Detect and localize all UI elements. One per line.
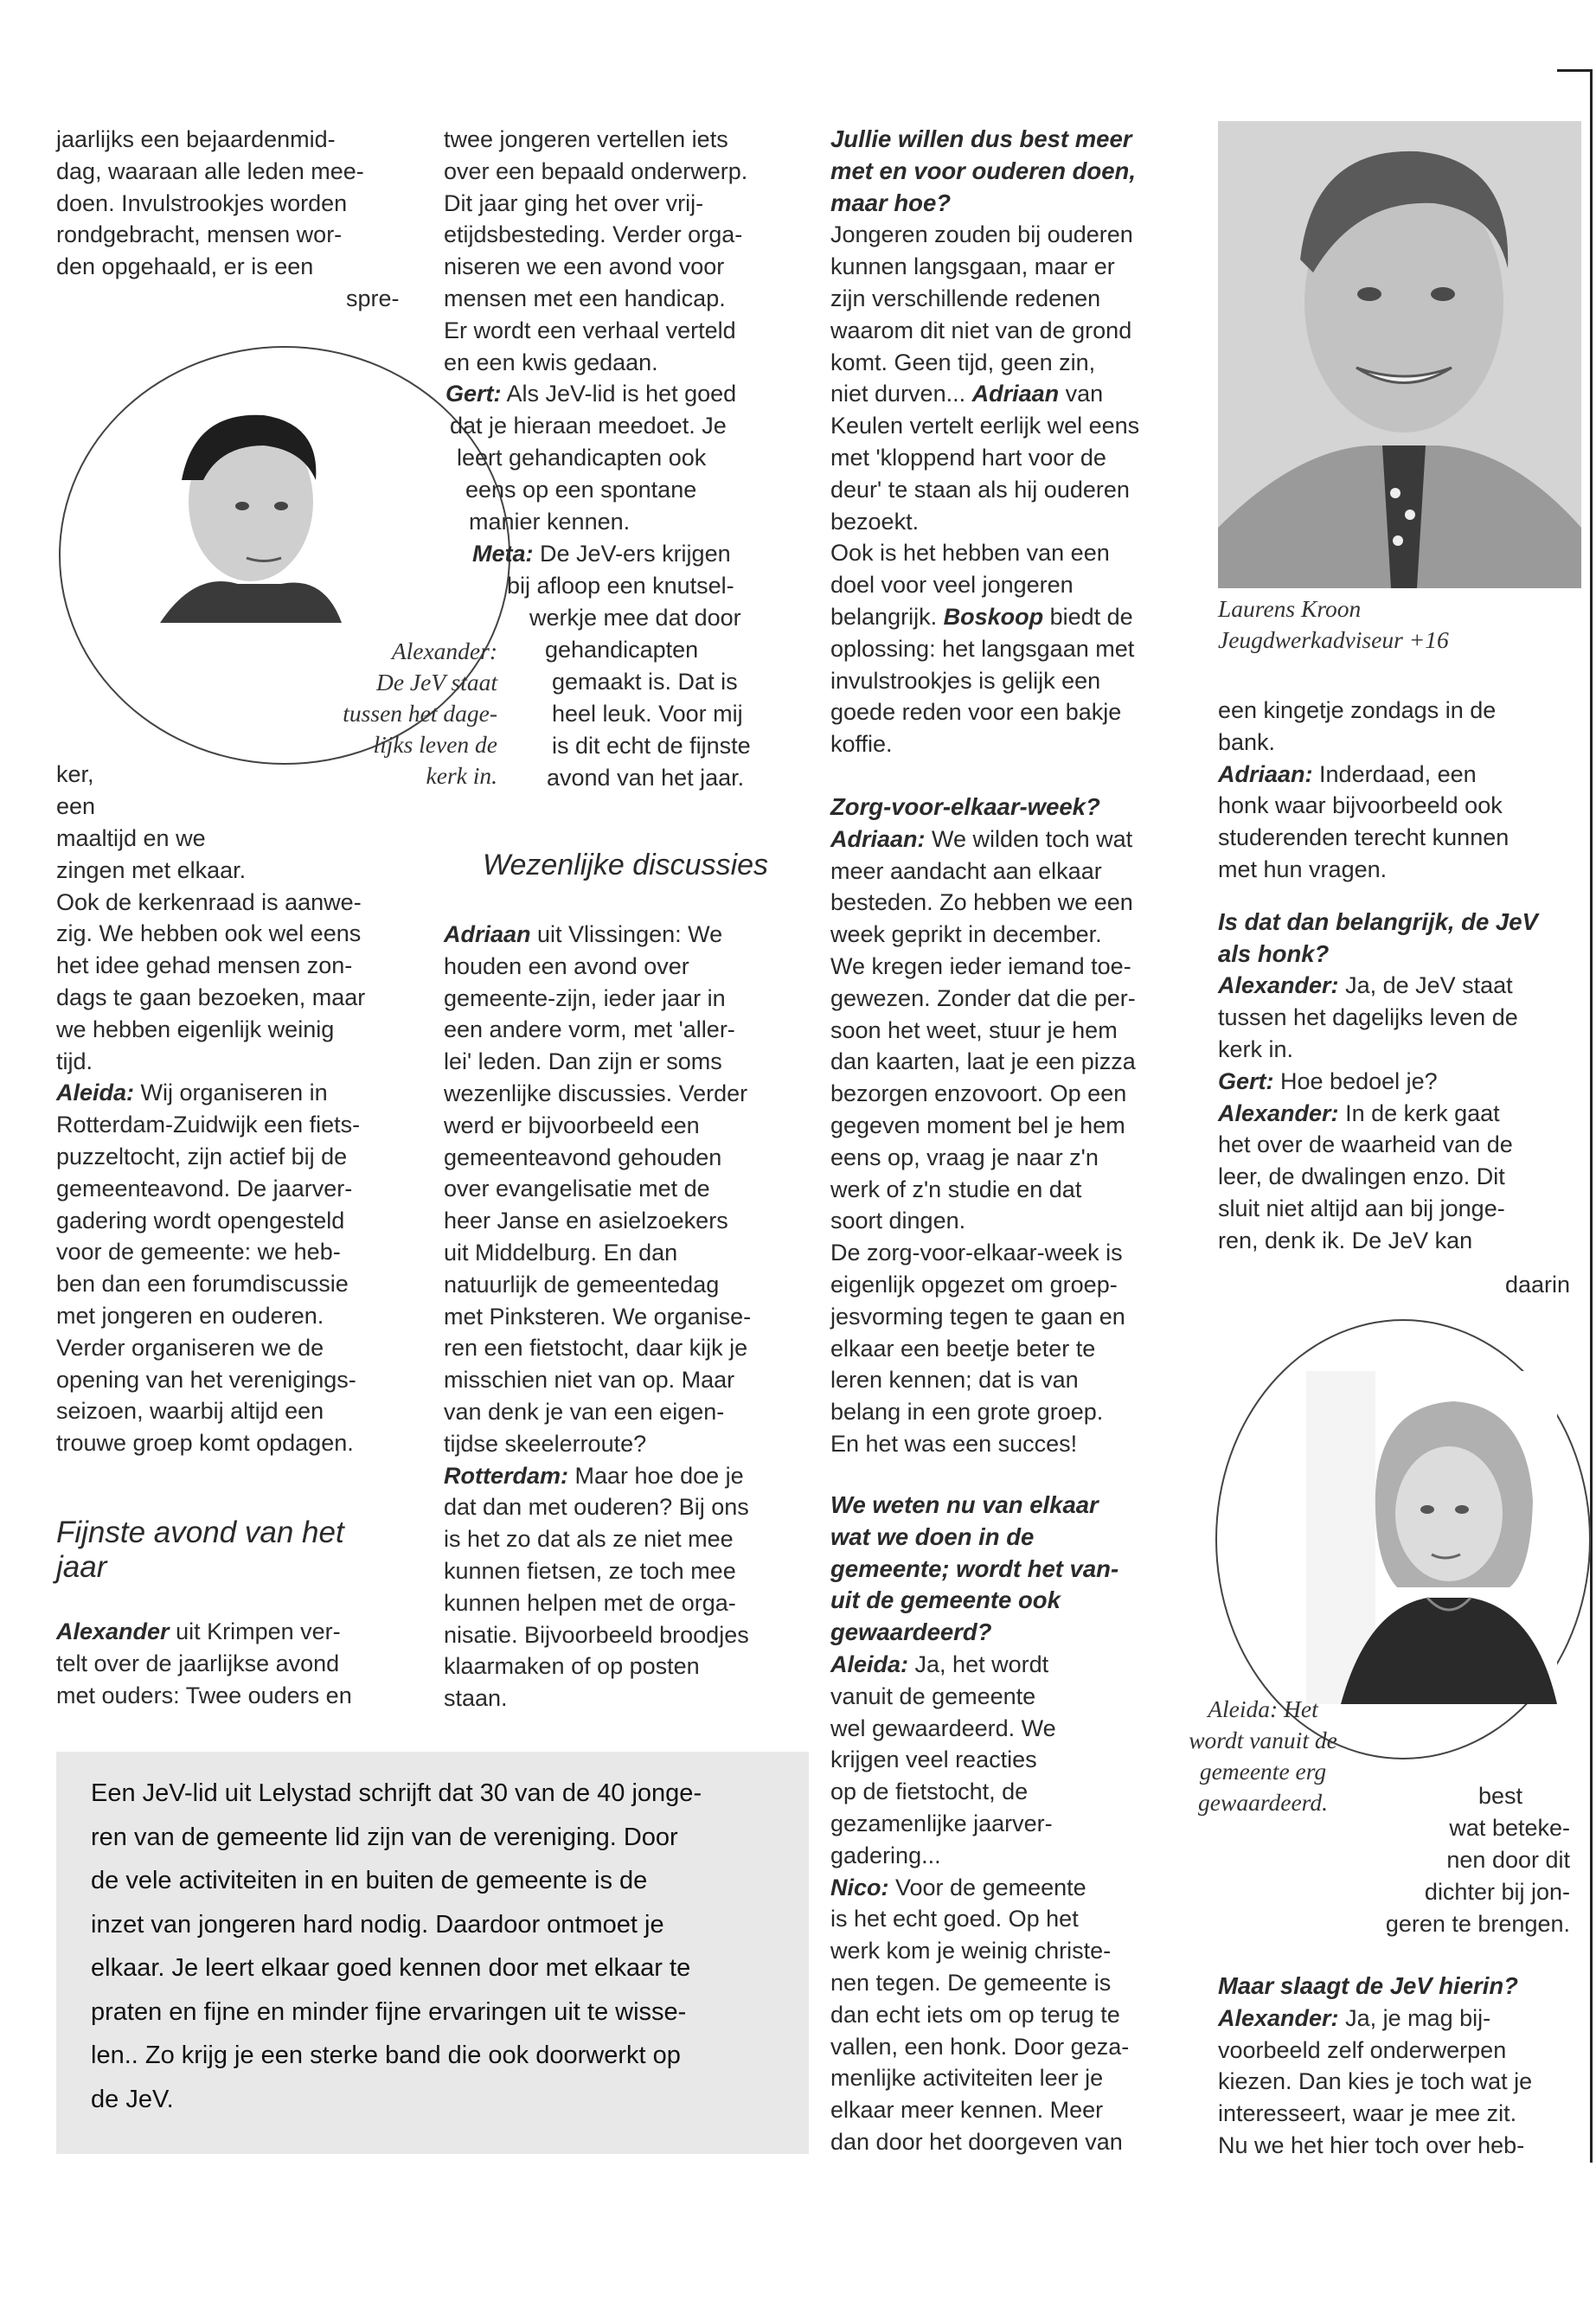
text-span: uit Vlissingen: We — [530, 921, 723, 947]
column-2-body — [444, 919, 816, 1715]
text-line: het over de waarheid van de — [1218, 1131, 1513, 1158]
text-line: eens op een spontane — [465, 477, 697, 503]
text-line: elkaar meer kennen. Meer — [830, 2097, 1104, 2124]
text-span: van — [1059, 381, 1104, 407]
question-line: als honk? — [1218, 939, 1330, 967]
text-line: voor de gemeente: we heb- — [56, 1239, 341, 1266]
text-line: trouwe groep komt opdagen. — [56, 1430, 354, 1457]
text-line: houden een avond over — [444, 952, 689, 979]
text-line: niseren we een avond voor — [444, 253, 725, 280]
text-line: eens op, vraag je naar z'n — [830, 1144, 1099, 1170]
text-line: ren, denk ik. De JeV kan — [1218, 1227, 1473, 1253]
text-line: tijdse skeelerroute? — [444, 1430, 647, 1457]
text-line: een — [56, 793, 96, 819]
question-line: We weten nu van elkaar — [830, 1491, 1099, 1518]
text-line: menlijke activiteiten leer je — [830, 2065, 1104, 2092]
text-line: heer Janse en asielzoekers — [444, 1208, 728, 1234]
text-line: bezorgen enzovoort. Op een — [830, 1080, 1127, 1107]
photo-aleida — [1306, 1371, 1557, 1704]
text-line: interesseert, waar je mee zit. — [1218, 2100, 1517, 2127]
column-4-top — [1218, 695, 1581, 1257]
text-line: sluit niet altijd aan bij jonge- — [1218, 1195, 1505, 1221]
text-line: meer aandacht aan elkaar — [830, 857, 1102, 884]
text-line: twee jongeren vertellen iets — [444, 126, 728, 152]
text-line: Nu we het hier toch over heb- — [1218, 2131, 1525, 2158]
heading-line: jaar — [56, 1550, 107, 1584]
text-line: voorbeeld zelf onderwerpen — [1218, 2036, 1507, 2063]
text-line: gewezen. Zonder dat die per- — [830, 984, 1136, 1011]
text-line: Keulen vertelt eerlijk wel eens — [830, 413, 1140, 439]
caption-line: gemeente erg — [1199, 1758, 1327, 1785]
text-line: over een bepaald onderwerp. — [444, 157, 748, 184]
caption-line: tussen het dage- — [343, 700, 497, 727]
text-line: uit Middelburg. En dan — [444, 1239, 678, 1266]
caption-aleida — [1159, 1694, 1367, 1818]
text-line: daarin — [1505, 1272, 1571, 1298]
page-edge-line — [1590, 69, 1593, 2163]
question-line: Is dat dan belangrijk, de JeV — [1218, 907, 1538, 935]
text-line — [1218, 2003, 1581, 2035]
text-line: met ouders: Twee ouders en — [56, 1682, 352, 1708]
page-edge-corner — [1557, 69, 1592, 72]
text-line: dag, waaraan alle leden mee- — [56, 157, 364, 184]
sidebar-box-text — [91, 1772, 783, 2121]
text-line: eigenlijk opgezet om groep- — [830, 1271, 1118, 1298]
portrait-aleida — [1306, 1371, 1557, 1704]
speaker-name: Adriaan — [444, 921, 531, 947]
text-line: gemeente-zijn, ieder jaar in — [444, 984, 726, 1011]
spacer — [1218, 886, 1581, 907]
question-line: gewaardeerd? — [830, 1618, 992, 1646]
text-line: gemeenteavond gehouden — [444, 1144, 722, 1170]
text-line: bij afloop een knutsel- — [507, 573, 734, 599]
text-line: waarom dit niet van de grond — [830, 317, 1132, 343]
text-line: zingen met elkaar. — [56, 856, 247, 883]
text-line: maaltijd en we — [56, 825, 206, 851]
speaker-name: Adriaan — [971, 381, 1060, 407]
text-line: week geprikt in december. — [830, 921, 1102, 948]
text-line: Er wordt een verhaal verteld — [444, 317, 736, 343]
text-line: klaarmaken of op posten — [444, 1653, 700, 1680]
heading-line: Fijnste avond van het — [56, 1516, 344, 1549]
text-line: dat je hieraan meedoet. Je — [450, 413, 727, 439]
text-line: We kregen ieder iemand toe- — [830, 952, 1131, 979]
text-line: over evangelisatie met de — [444, 1176, 710, 1202]
text-line — [1218, 759, 1581, 791]
text-line: seizoen, waarbij altijd een — [56, 1398, 324, 1425]
text-line: kiezen. Dan kies je toch wat je — [1218, 2068, 1533, 2095]
text-line: best — [1477, 1783, 1522, 1809]
question-line: met en voor ouderen doen, — [830, 157, 1136, 184]
heading-wezenlijke-discussies: Wezenlijke discussies — [483, 849, 769, 881]
speaker-name: Gert: — [445, 381, 502, 407]
speaker-name: Adriaan: — [1218, 760, 1313, 787]
text-line: gemaakt is. Dat is — [552, 669, 738, 695]
photo-alexander — [143, 398, 342, 623]
text-line: wel gewaardeerd. We — [830, 1715, 1056, 1741]
text-line: wat beteke- — [1449, 1815, 1570, 1841]
box-line: elkaar. Je leert elkaar goed kennen door met elkaar te — [91, 1954, 691, 1982]
box-line: praten en fijne en minder fijne ervaringen uit te wisse- — [91, 1997, 687, 2026]
column-3-bottom — [830, 1490, 1202, 2158]
text-line: natuurlijk de gemeentedag — [444, 1271, 720, 1298]
speaker-name: Meta: — [472, 541, 534, 567]
text-span: uit Krimpen ver- — [169, 1618, 341, 1644]
text-line: gezamenlijke jaarver- — [830, 1810, 1053, 1836]
text-line: koffie. — [830, 731, 893, 758]
text-span: In de kerk gaat — [1338, 1099, 1500, 1126]
text-line: goede reden voor een bakje — [830, 699, 1122, 726]
column-4-wrap — [1349, 1780, 1570, 1940]
text-line: vallen, een honk. Door geza- — [830, 2033, 1130, 2060]
speaker-name: Rotterdam: — [444, 1462, 569, 1489]
text-line: krijgen veel reacties — [830, 1747, 1037, 1773]
speaker-name: Boskoop — [943, 603, 1044, 630]
caption-line: Jeugdwerkadviseur +16 — [1218, 626, 1449, 653]
text-line — [830, 378, 1202, 410]
text-line: ren een fietstocht, daar kijk je — [444, 1335, 748, 1362]
text-line: manier kennen. — [469, 509, 631, 535]
portrait-laurens — [1218, 121, 1581, 588]
text-line: Dit jaar ging het over vrij- — [444, 189, 704, 216]
text-line: met 'kloppend hart voor de — [830, 444, 1106, 471]
speaker-name: Adriaan: — [830, 825, 926, 852]
text-line: bezoekt. — [830, 508, 920, 535]
text-span: Maar hoe doe je — [568, 1462, 744, 1489]
text-line: bank. — [1218, 728, 1276, 755]
text-line: opening van het verenigings- — [56, 1366, 356, 1393]
text-line: werk of z'n studie en dat — [830, 1176, 1082, 1202]
text-line: leer, de dwalingen enzo. Dit — [1218, 1163, 1505, 1190]
text-line: dat dan met ouderen? Bij ons — [444, 1494, 749, 1521]
text-line: en een kwis gedaan. — [444, 349, 658, 375]
text-line: dan door het doorgeven van — [830, 2128, 1123, 2155]
text-line: jesvorming tegen te gaan en — [830, 1303, 1125, 1330]
speaker-name: Gert: — [1218, 1067, 1274, 1094]
text-line: op de fietstocht, de — [830, 1779, 1029, 1805]
text-line: Verder organiseren we de — [56, 1334, 324, 1361]
text-line: soon het weet, stuur je hem — [830, 1016, 1118, 1043]
text-line: werk kom je weinig christe- — [830, 1938, 1112, 1965]
speaker-name: Alexander: — [1218, 1099, 1339, 1126]
speaker-name: Alexander — [56, 1618, 170, 1644]
speaker-name: Aleida: — [56, 1080, 135, 1106]
question-line: Jullie willen dus best meer — [830, 125, 1132, 152]
text-line — [1218, 1066, 1581, 1098]
text-line: dan echt iets om op terug te — [830, 2001, 1120, 2028]
text-line: avond van het jaar. — [547, 765, 745, 791]
column-2-top — [444, 124, 807, 378]
text-line: ben dan een forumdiscussie — [56, 1271, 349, 1298]
text-line: dichter bij jon- — [1424, 1879, 1570, 1905]
caption-line: gewaardeerd. — [1198, 1789, 1328, 1816]
text-line: zig. We hebben ook wel eens — [56, 920, 362, 947]
text-line: het idee gehad mensen zon- — [56, 952, 353, 979]
speaker-name: Aleida: — [830, 1650, 909, 1677]
text-span: belangrijk. — [830, 603, 944, 630]
box-line: inzet van jongeren hard nodig. Daardoor ontmoet je — [91, 1910, 664, 1939]
text-line: werkje mee dat door — [529, 605, 741, 631]
text-line — [1218, 970, 1581, 1002]
text-line: dan kaarten, laat je een pizza — [830, 1048, 1136, 1075]
text-line: belang in een grote groep. — [830, 1399, 1104, 1426]
text-line: wezenlijke discussies. Verder — [444, 1080, 748, 1106]
text-span: Ja, je mag bij- — [1338, 2004, 1491, 2031]
text-line — [56, 1077, 428, 1109]
text-line: kunnen fietsen, ze toch mee — [444, 1557, 736, 1584]
text-span: De JeV-ers krijgen — [533, 541, 731, 567]
text-line: invulstrookjes is gelijk een — [830, 667, 1101, 694]
text-line: puzzeltocht, zijn actief bij de — [56, 1143, 348, 1170]
column-3-top — [830, 124, 1202, 760]
photo-laurens — [1218, 121, 1581, 588]
text-line: een kingetje zondags in de — [1218, 697, 1497, 723]
text-span: We wilden toch wat — [925, 825, 1133, 852]
text-line: misschien niet van op. Maar — [444, 1367, 735, 1394]
text-line: is dit echt de fijnste — [552, 733, 751, 759]
heading-fijnste-avond — [56, 1516, 428, 1585]
question-line: wat we doen in de — [830, 1522, 1035, 1550]
text-line: nisatie. Bijvoorbeeld broodjes — [444, 1621, 749, 1648]
text-line: Jongeren zouden bij ouderen — [830, 221, 1133, 248]
text-span: Hoe bedoel je? — [1273, 1067, 1438, 1094]
text-line: kunnen helpen met de orga- — [444, 1589, 736, 1616]
text-line: geren te brengen. — [1385, 1911, 1570, 1937]
text-span: Inderdaad, een — [1312, 760, 1477, 787]
text-line: werd er bijvoorbeeld een — [444, 1112, 700, 1138]
column-4-bottom — [1218, 1971, 1581, 2162]
text-line: heel leuk. Voor mij — [552, 701, 743, 727]
caption-line: Alexander: — [391, 638, 497, 664]
question-line: gemeente; wordt het van- — [830, 1554, 1119, 1582]
caption-line: Aleida: Het — [1208, 1695, 1318, 1722]
text-span: biedt de — [1043, 603, 1133, 630]
box-line: de vele activiteiten in en buiten de gemeente is de — [91, 1867, 648, 1894]
question-line: uit de gemeente ook — [830, 1586, 1061, 1614]
text-line: zijn verschillende redenen — [830, 285, 1101, 311]
text-line: jaarlijks een bejaardenmid- — [56, 126, 336, 152]
text-line: gadering... — [830, 1842, 941, 1868]
caption-line: kerk in. — [426, 762, 497, 789]
text-span: Ja, de JeV staat — [1338, 972, 1513, 999]
text-line: gemeenteavond. De jaarver- — [56, 1175, 353, 1202]
text-line: met hun vragen. — [1218, 856, 1388, 882]
question-line: maar hoe? — [830, 189, 952, 216]
text-line: met jongeren en ouderen. — [56, 1302, 324, 1329]
text-line: soort dingen. — [830, 1208, 966, 1234]
text-line: komt. Geen tijd, geen zin, — [830, 349, 1096, 375]
text-line — [444, 919, 816, 951]
text-line: vanuit de gemeente — [830, 1682, 1036, 1709]
text-line: is het echt goed. Op het — [830, 1906, 1079, 1932]
text-line: nen door dit — [1446, 1847, 1570, 1873]
speaker-name: Alexander: — [1218, 972, 1339, 999]
speaker-name: Alexander: — [1218, 2004, 1339, 2031]
text-line — [56, 1616, 428, 1648]
portrait-alexander — [143, 398, 342, 623]
text-line: met Pinksteren. We organise- — [444, 1303, 752, 1330]
text-line: etijdsbesteding. Verder orga- — [444, 221, 743, 248]
caption-line: Laurens Kroon — [1218, 595, 1362, 622]
text-span: Ja, het wordt — [908, 1650, 1049, 1677]
text-line: Ook is het hebben van een — [830, 540, 1110, 567]
text-line: dags te gaan bezoeken, maar — [56, 984, 366, 1010]
text-line: van denk je van een eigen- — [444, 1398, 725, 1425]
text-line: is het zo dat als ze niet mee — [444, 1526, 734, 1553]
text-line: ker, — [56, 761, 94, 787]
text-line: den opgehaald, er is een — [56, 253, 314, 280]
text-line — [1218, 1098, 1581, 1130]
question-line: Zorg-voor-elkaar-week? — [830, 793, 1100, 820]
box-line: len.. Zo krijg je een sterke band die ook doorwerkt op — [91, 2041, 681, 2069]
box-line: de JeV. — [91, 2085, 174, 2113]
caption-line: De JeV staat — [375, 669, 497, 695]
text-line: leren kennen; dat is van — [830, 1367, 1079, 1394]
question-line: Maar slaagt de JeV hierin? — [1218, 1972, 1518, 1999]
text-span: niet durven... — [830, 381, 972, 407]
text-line: telt over de jaarlijkse avond — [56, 1650, 340, 1676]
column-1-bottom — [56, 1616, 428, 1711]
text-line: rondgebracht, mensen wor- — [56, 221, 343, 248]
text-line — [830, 824, 1202, 856]
text-line: doel voor veel jongeren — [830, 572, 1074, 599]
text-line — [444, 1460, 816, 1492]
text-line — [445, 378, 736, 410]
text-line: lei' leden. Dan zijn er soms — [444, 1048, 722, 1075]
hyphenated-word: spre- — [346, 285, 400, 311]
text-line: gadering wordt opengesteld — [56, 1207, 345, 1234]
text-line: gehandicapten — [545, 637, 699, 663]
text-line — [830, 1872, 1202, 1904]
text-line: honk waar bijvoorbeeld ook — [1218, 792, 1503, 819]
caption-laurens — [1218, 593, 1581, 656]
text-line: leert gehandicapten ook — [457, 445, 707, 471]
text-line: kunnen langsgaan, maar er — [830, 253, 1115, 280]
text-span: Als JeV-lid is het goed — [501, 381, 737, 407]
text-line: gegeven moment bel je hem — [830, 1112, 1125, 1138]
text-line: tijd. — [56, 1048, 93, 1074]
text-line: we hebben eigenlijk weinig — [56, 1016, 335, 1042]
text-line: mensen met een handicap. — [444, 285, 726, 311]
text-line — [830, 601, 1202, 633]
text-line: nen tegen. De gemeente is — [830, 1969, 1112, 1996]
caption-line: wordt vanuit de — [1189, 1727, 1337, 1753]
text-line: staan. — [444, 1685, 508, 1712]
text-line: deur' te staan als hij ouderen — [830, 476, 1130, 503]
text-line: Ook de kerkenraad is aanwe- — [56, 888, 362, 915]
text-line — [830, 1649, 1202, 1681]
text-line: elkaar een beetje beter te — [830, 1335, 1096, 1362]
column-3-middle — [830, 792, 1202, 1460]
text-line: tussen het dagelijks leven de — [1218, 1004, 1518, 1031]
box-line: Een JeV-lid uit Lelystad schrijft dat 30 van de 40 jonge- — [91, 1779, 702, 1807]
caption-line: lijks leven de — [373, 731, 497, 758]
text-span: Wij organiseren in — [134, 1080, 328, 1106]
text-line: een andere vorm, met 'aller- — [444, 1016, 735, 1043]
text-line: De zorg-voor-elkaar-week is — [830, 1240, 1123, 1266]
box-line: ren van de gemeente lid zijn van de vereniging. Door — [91, 1823, 678, 1851]
text-span: Voor de gemeente — [888, 1874, 1086, 1900]
text-line: En het was een succes! — [830, 1430, 1078, 1457]
text-line: oplossing: het langsgaan met — [830, 635, 1135, 662]
column-1-top — [56, 124, 411, 283]
text-line: kerk in. — [1218, 1035, 1294, 1062]
text-line: besteden. Zo hebben we een — [830, 889, 1133, 916]
text-line — [472, 538, 731, 570]
text-line: studerenden terecht kunnen — [1218, 824, 1509, 851]
caption-alexander — [272, 636, 497, 792]
text-line: Rotterdam-Zuidwijk een fiets- — [56, 1112, 361, 1138]
column-1-body — [56, 823, 428, 1459]
speaker-name: Nico: — [830, 1874, 889, 1900]
text-line: doen. Invulstrookjes worden — [56, 189, 348, 216]
